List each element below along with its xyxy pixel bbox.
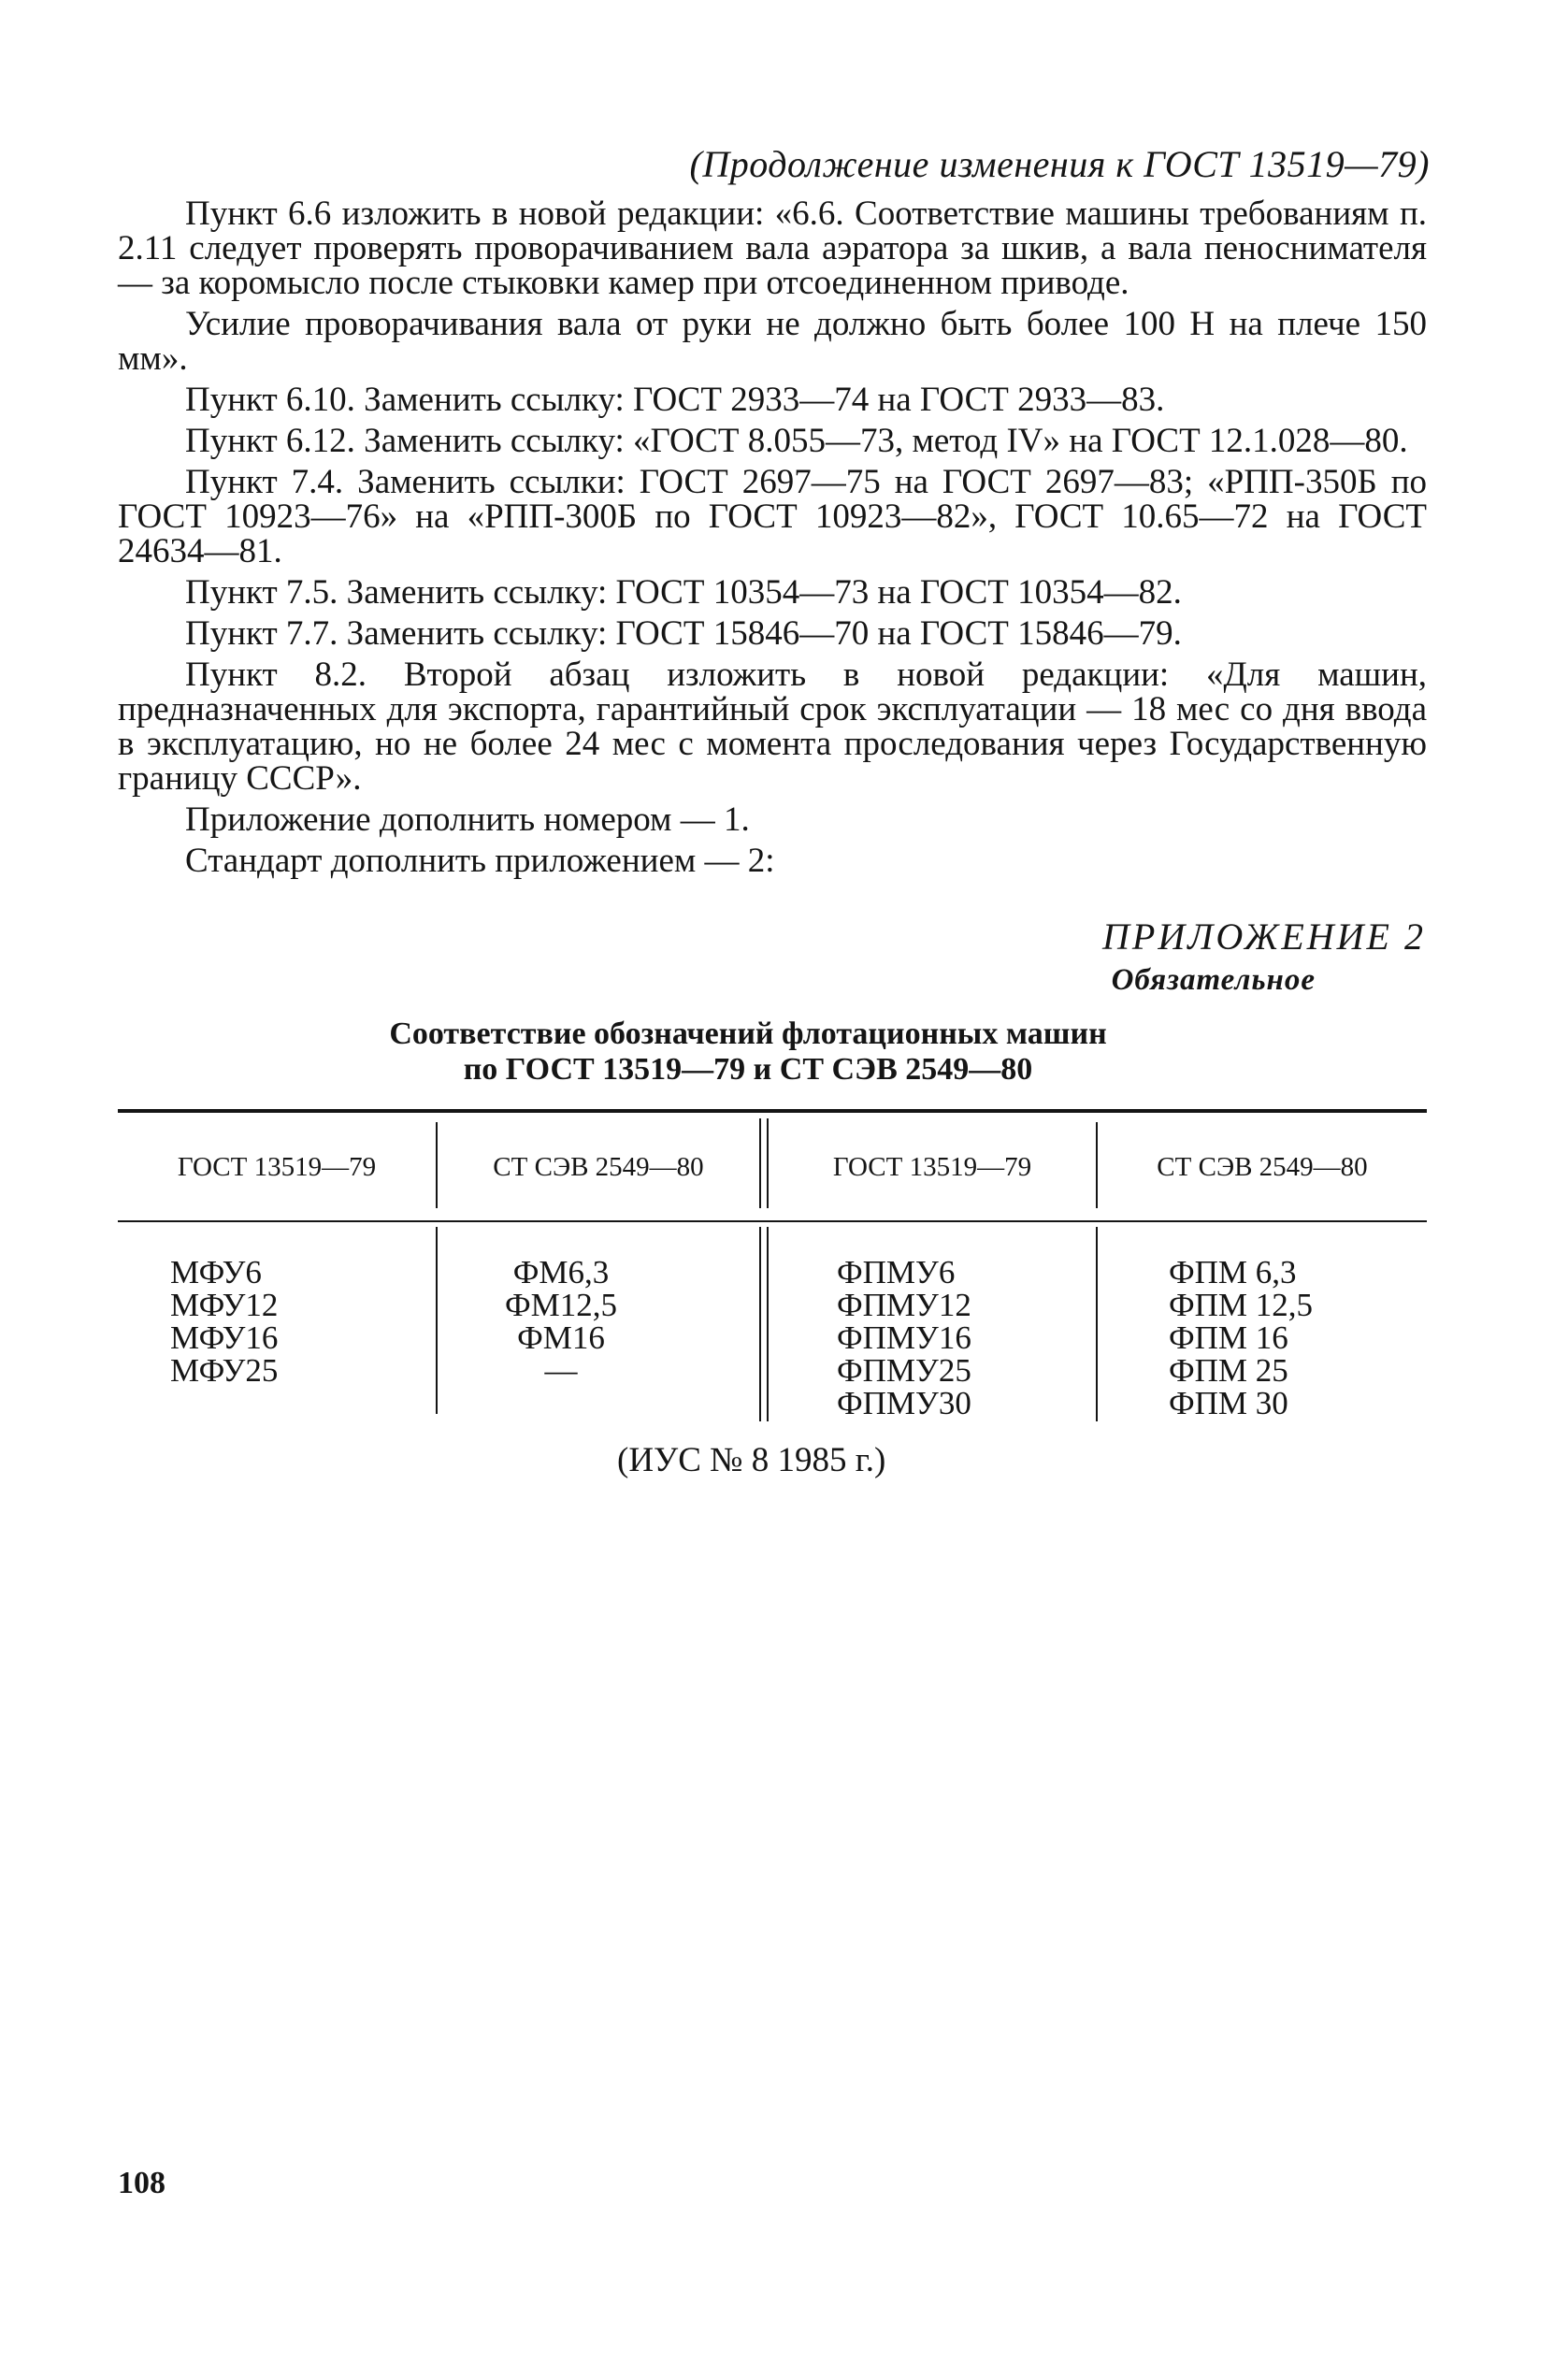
caption-line: по ГОСТ 13519—79 и СТ СЭВ 2549—80 — [463, 1052, 1033, 1088]
paragraph: Пункт 7.4. Заменить ссылки: ГОСТ 2697—75 на ГОСТ 2697—83; «РПП-350Б по ГОСТ 10923—76» на «РПП-300Б по ГОСТ 10923—82», ГОСТ 10.65—72 на ГОСТ 24634—81. — [118, 463, 1427, 570]
table-cell: МФУ12 — [170, 1287, 279, 1323]
table-cell: ФМ6,3 — [512, 1254, 610, 1290]
table-cell: ФПМУ12 — [837, 1287, 971, 1323]
paragraph: Пункт 6.10. Заменить ссылку: ГОСТ 2933—74 на ГОСТ 2933—83. — [185, 381, 1165, 419]
table-cell: ФПМ 16 — [1169, 1319, 1288, 1356]
table-cell: ФМ12,5 — [505, 1287, 618, 1323]
table-header-rule — [118, 1220, 1427, 1222]
appendix-title: ПРИЛОЖЕНИЕ 2 — [1102, 915, 1426, 958]
paragraph: Усилие проворачивания вала от руки не должно быть более 100 Н на плече 150 мм». — [118, 305, 1427, 378]
paragraph: Пункт 7.7. Заменить ссылку: ГОСТ 15846—70 на ГОСТ 15846—79. — [185, 614, 1182, 653]
column-divider — [759, 1118, 761, 1208]
page-number: 108 — [118, 2166, 165, 2200]
table-header-cell: СТ СЭВ 2549—80 — [493, 1152, 704, 1182]
column-divider — [759, 1227, 761, 1421]
appendix-subtitle: Обязательное — [1111, 963, 1316, 997]
table-cell: ФПМУ16 — [837, 1319, 971, 1356]
table-column-st-sev-2 — [1169, 1256, 1313, 1420]
column-divider — [436, 1227, 438, 1414]
table-cell: ФПМУ25 — [837, 1352, 971, 1389]
table-header-cell: ГОСТ 13519—79 — [177, 1152, 377, 1182]
amendment-text — [118, 196, 1427, 885]
source-footnote: (ИУС № 8 1985 г.) — [617, 1441, 886, 1479]
table-column-st-sev — [505, 1256, 617, 1387]
table-top-rule — [118, 1109, 1427, 1113]
table-cell: ФПМУ30 — [837, 1385, 971, 1421]
table-cell: ФПМ 30 — [1169, 1385, 1288, 1421]
table-column-gost-2 — [837, 1256, 971, 1420]
table-caption — [281, 1016, 1216, 1088]
table-column-gost — [170, 1256, 278, 1387]
table-cell: ФПМУ6 — [837, 1254, 956, 1290]
paragraph: Стандарт дополнить приложением — 2: — [185, 842, 775, 880]
table-cell: МФУ16 — [170, 1319, 279, 1356]
table-cell: — — [544, 1352, 578, 1389]
table-cell: МФУ6 — [170, 1254, 262, 1290]
paragraph: Пункт 8.2. Второй абзац изложить в новой редакции: «Для машин, предназначенных для экспорта, гарантийный срок эксплуатации — 18 мес со дня ввода в эксплуатацию, но не более 24 мес с момента проследования через Государственную границу СССР». — [118, 656, 1427, 798]
paragraph: Пункт 7.5. Заменить ссылку: ГОСТ 10354—73 на ГОСТ 10354—82. — [185, 573, 1182, 612]
table-header-cell: ГОСТ 13519—79 — [832, 1152, 1032, 1182]
column-divider — [1096, 1227, 1098, 1421]
continuation-header: (Продолжение изменения к ГОСТ 13519—79) — [689, 143, 1430, 185]
paragraph: Пункт 6.12. Заменить ссылку: «ГОСТ 8.055—73, метод IV» на ГОСТ 12.1.028—80. — [185, 422, 1408, 460]
paragraph: Пункт 6.6 изложить в новой редакции: «6.6. Соответствие машины требованиям п. 2.11 следует проверять проворачиванием вала аэратора за шкив, а вала пеноснимателя — за коромысло после стыковки камер при отсоединенном приводе. — [118, 195, 1427, 302]
table-cell: ФМ16 — [517, 1319, 605, 1356]
table-cell: МФУ25 — [170, 1352, 279, 1389]
column-divider — [767, 1227, 769, 1421]
table-cell: ФПМ 12,5 — [1169, 1287, 1314, 1323]
caption-line: Соответствие обозначений флотационных машин — [389, 1016, 1107, 1051]
table-header-cell: СТ СЭВ 2549—80 — [1157, 1152, 1368, 1182]
paragraph: Приложение дополнить номером — 1. — [185, 800, 750, 839]
table-cell: ФПМ 6,3 — [1169, 1254, 1297, 1290]
table-cell: ФПМ 25 — [1169, 1352, 1288, 1389]
